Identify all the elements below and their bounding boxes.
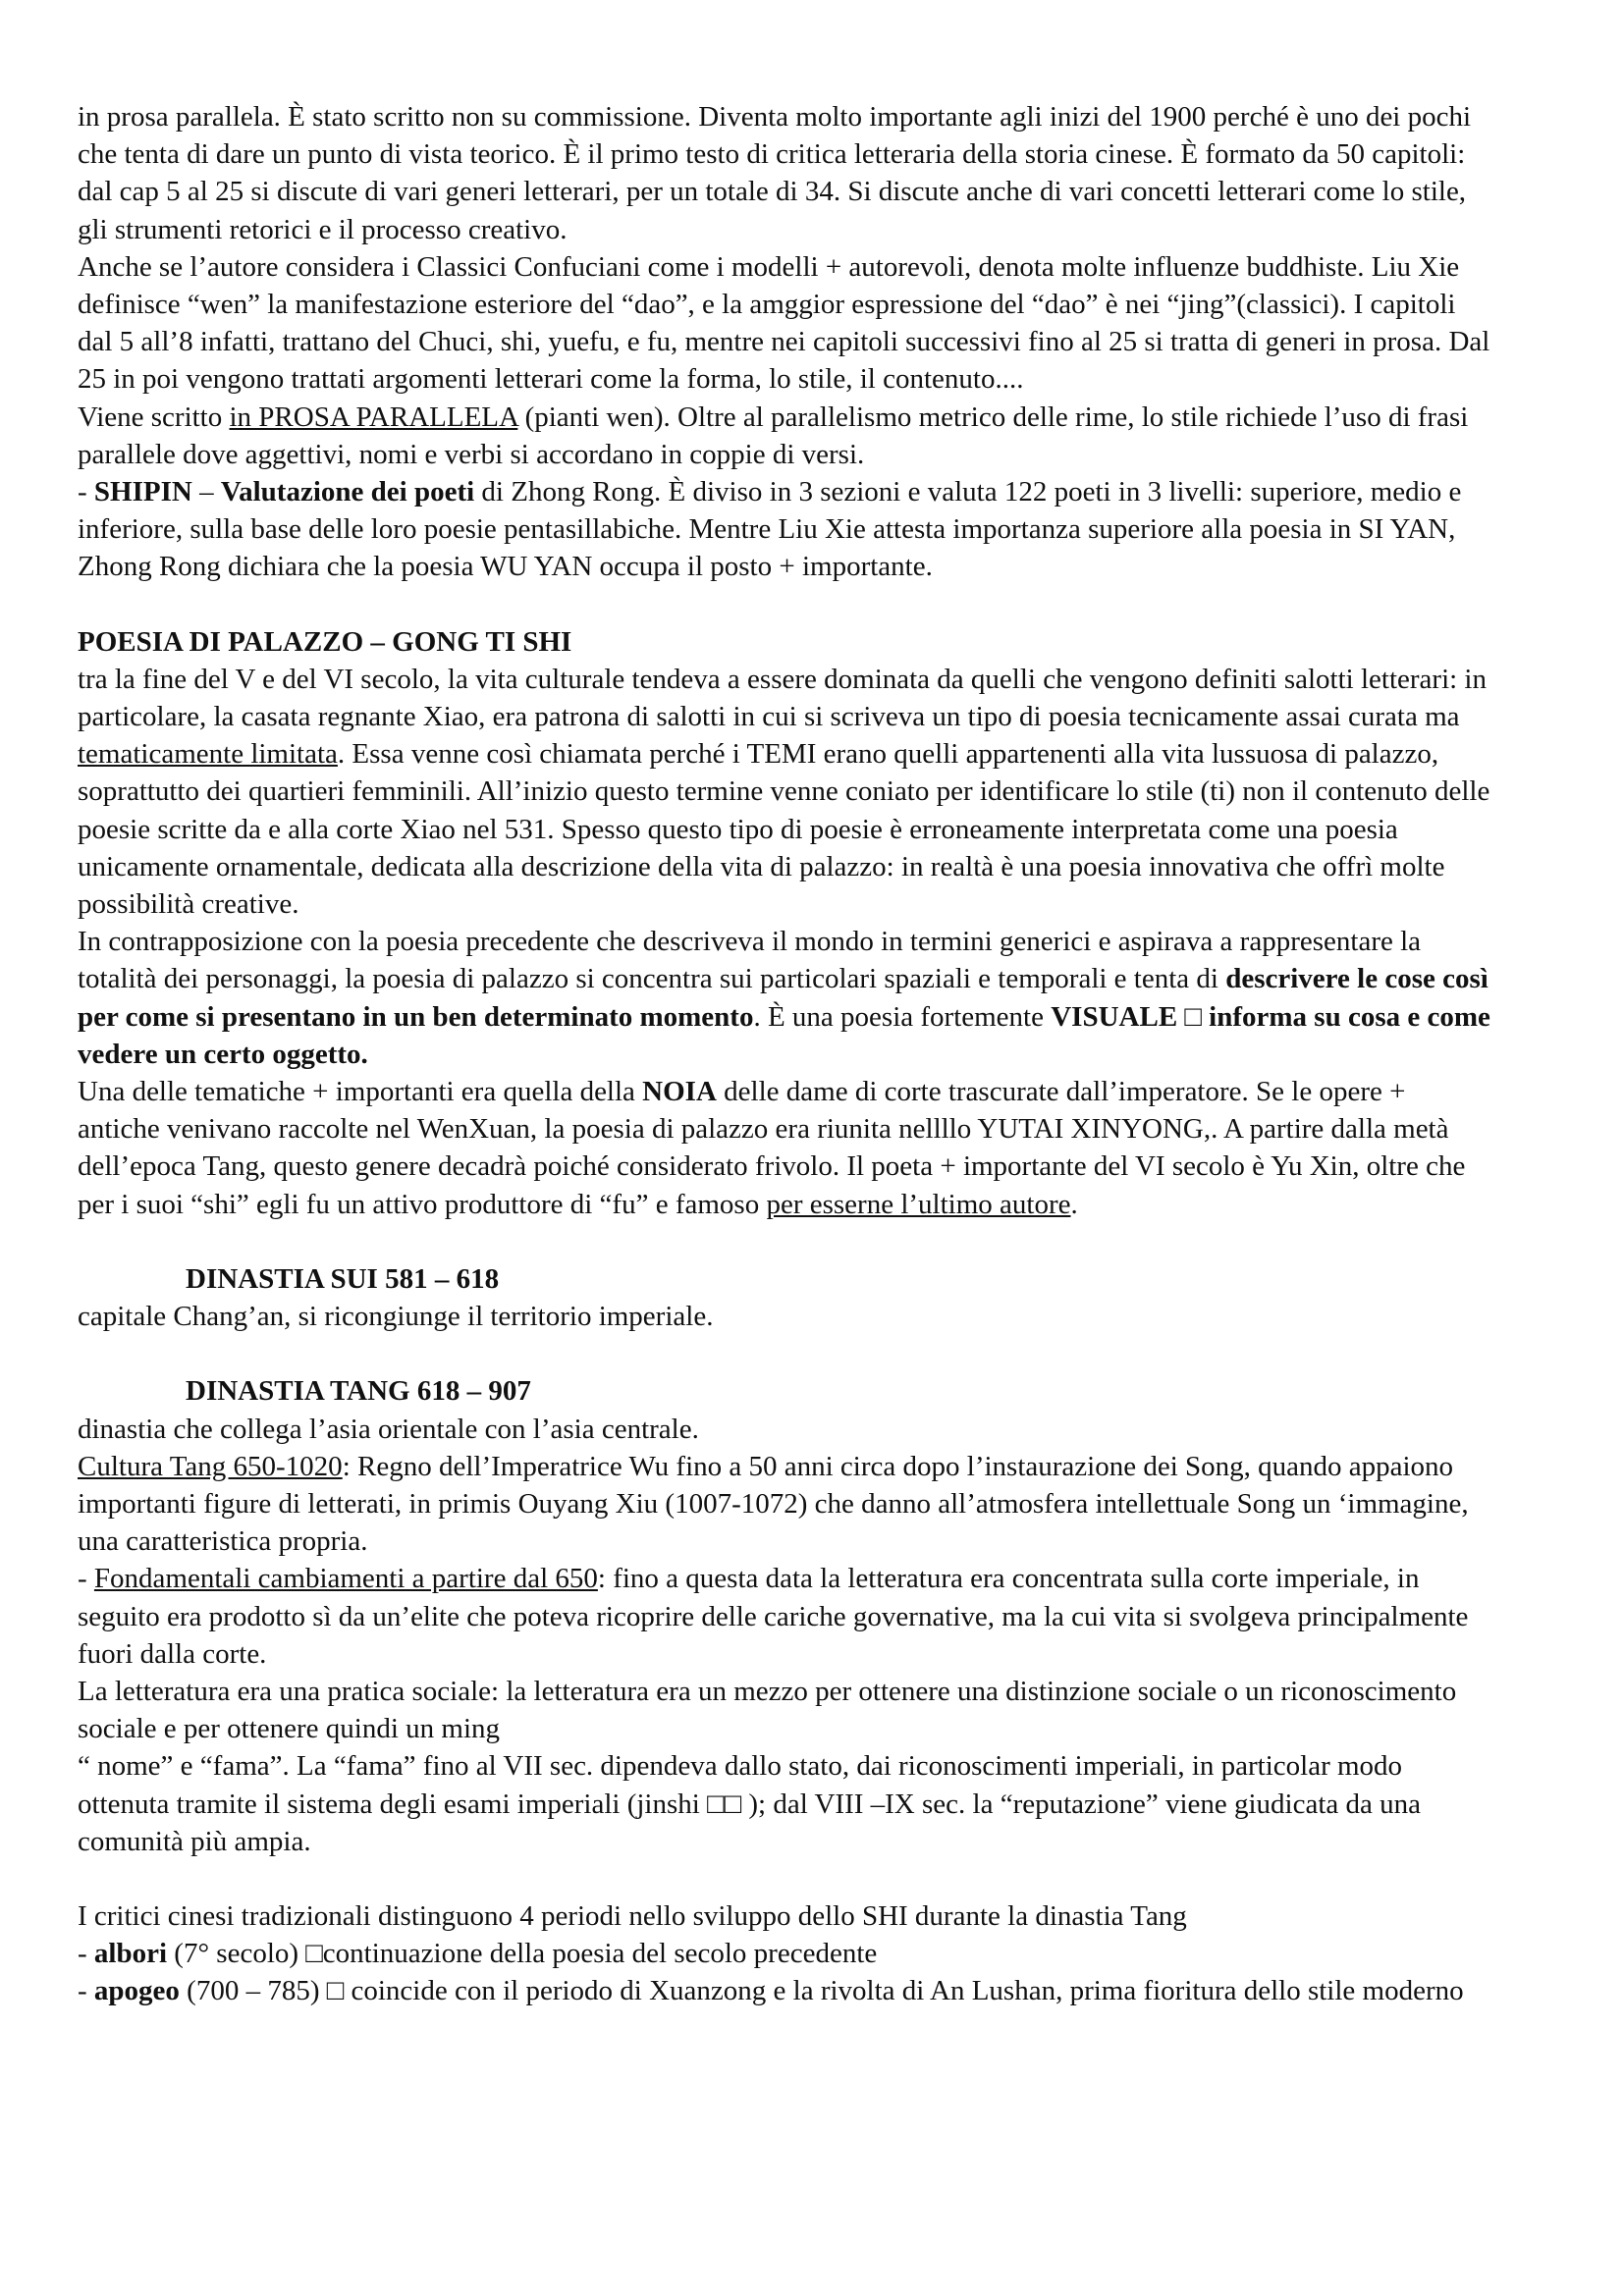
document-page xyxy=(78,98,1491,2010)
spacer xyxy=(78,586,1491,623)
bold-apogeo: apogeo xyxy=(93,1975,180,2007)
bold-noia: NOIA xyxy=(642,1076,717,1108)
paragraph-sui: capitale Chang’an, si ricongiunge il territorio imperiale. xyxy=(78,1301,714,1333)
paragraph-tang-1: dinastia che collega l’asia orientale con l’asia centrale. xyxy=(78,1413,699,1445)
underlined-ultimo-autore: per esserne l’ultimo autore xyxy=(766,1188,1071,1220)
paragraph-tang-cambiamenti: - Fondamentali cambiamenti a partire dal 650: fino a questa data la letteratura era concentrata sulla corte imperiale, in seguito era prodotto sì da un’elite che poteva ricoprire delle cariche governative, ma la cui vita si svolgeva principalmente fuori dalla corte. xyxy=(78,1563,1469,1670)
heading-poesia-di-palazzo: POESIA DI PALAZZO – GONG TI SHI xyxy=(78,625,572,658)
paragraph-tang-cultura: Cultura Tang 650-1020: Regno dell’Imperatrice Wu fino a 50 anni circa dopo l’instaurazione dei Song, quando appaiono importanti figure di letterati, in primis Ouyang Xiu (1007-1072) che danno all’atmosfera intellettuale Song un ‘immagine, una caratteristica propria. xyxy=(78,1450,1469,1558)
spacer xyxy=(78,1335,1491,1372)
paragraph-classici: Anche se l’autore considera i Classici Confuciani come i modelli + autorevoli, denota molte influenze buddhiste. Liu Xie definisce “wen” la manifestazione esteriore del “dao”, e la amggior espressione del “dao” è nei “jing”(classici). I capitoli dal 5 all’8 infatti, trattano del Chuci, shi, yuefu, e fu, mentre nei capitoli successivi fino al 25 si tratta di generi in prosa. Dal 25 in poi vengono trattati argomenti letterari come la forma, lo stile, il contenuto.... xyxy=(78,250,1490,396)
bold-albori: albori xyxy=(93,1938,168,1970)
underlined-prosa-parallela: in PROSA PARALLELA xyxy=(229,400,518,433)
bold-valutazione: Valutazione dei poeti xyxy=(220,476,475,508)
paragraph-shipin: - SHIPIN – Valutazione dei poeti di Zhong Rong. È diviso in 3 sezioni e valuta 122 poeti in 3 livelli: superiore, medio e inferiore, sulla base delle loro poesie pentasillabiche. Mentre Liu Xie attesta importanza superiore alla poesia in SI YAN, Zhong Rong dichiara che la poesia WU YAN occupa il posto + importante. xyxy=(78,476,1462,583)
paragraph-palazzo-3: Una delle tematiche + importanti era quella della NOIA delle dame di corte trascurate dall’imperatore. Se le opere + antiche venivano raccolte nel WenXuan, la poesia di palazzo era riunita nellllo YUTAI XINYONG,. A partire dalla metà dell’epoca Tang, questo genere decadrà poiché considerato frivolo. Il poeta + importante del VI secolo è Yu Xin, oltre che per i suoi “shi” egli fu un attivo produttore di “fu” e famoso per esserne l’ultimo autore. xyxy=(78,1076,1466,1220)
heading-dinastia-tang: DINASTIA TANG 618 – 907 xyxy=(186,1375,531,1408)
list-item-albori: - albori (7° secolo) □continuazione della poesia del secolo precedente xyxy=(78,1938,878,1970)
underlined-cambiamenti: Fondamentali cambiamenti a partire dal 650 xyxy=(93,1563,598,1595)
bold-descrivere: descrivere le cose così per come si presentano in un ben determinato momento xyxy=(78,963,1488,1033)
paragraph-prosa-parallela: Viene scritto in PROSA PARALLELA (pianti wen). Oltre al parallelismo metrico delle rime, lo stile richiede l’uso di frasi parallele dove aggettivi, nomi e verbi si accordano in coppie di versi. xyxy=(78,400,1469,470)
spacer xyxy=(78,1860,1491,1897)
bold-visuale: VISUALE □ informa su cosa e come vedere un certo oggetto. xyxy=(78,1000,1490,1070)
heading-dinastia-sui: DINASTIA SUI 581 – 618 xyxy=(186,1262,500,1295)
bold-shipin: SHIPIN xyxy=(93,476,192,508)
paragraph-palazzo-1: tra la fine del V e del VI secolo, la vita culturale tendeva a essere dominata da quelli che vengono definiti salotti letterari: in particolare, la casata regnante Xiao, era patrona di salotti in cui si scriveva un tipo di poesia tecnicamente assai curata ma tematicamente limitata. Essa venne così chiamata perché i TEMI erano quelli appartenenti alla vita lussuosa di palazzo, soprattutto dei quartieri femminili. All’inizio questo termine venne coniato per identificare lo stile (ti) non il contenuto delle poesie scritte da e alla corte Xiao nel 531. Spesso questo tipo di poesie è erroneamente interpretata come una poesia unicamente ornamentale, dedicata alla descrizione della vita di palazzo: in realtà è una poesia innovativa che offrì molte possibilità creative. xyxy=(78,663,1490,921)
paragraph-wen-xin: in prosa parallela. È stato scritto non su commissione. Diventa molto importante agli inizi del 1900 perché è uno dei pochi che tenta di dare un punto di vista teorico. È il primo testo di critica letteraria della storia cinese. È formato da 50 capitoli: dal cap 5 al 25 si discute di vari generi letterari, per un totale di 34. Si discute anche di vari concetti letterari come lo stile, gli strumenti retorici e il processo creativo. xyxy=(78,101,1472,245)
underlined-tematicamente: tematicamente limitata xyxy=(78,738,338,771)
spacer xyxy=(78,1223,1491,1260)
list-item-apogeo: - apogeo (700 – 785) □ coincide con il periodo di Xuanzong e la rivolta di An Lushan, prima fioritura dello stile moderno xyxy=(78,1975,1464,2007)
paragraph-palazzo-2: In contrapposizione con la poesia precedente che descriveva il mondo in termini generici e aspirava a rappresentare la totalità dei personaggi, la poesia di palazzo si concentra sui particolari spaziali e temporali e tenta di descrivere le cose così per come si presentano in un ben determinato momento. È una poesia fortemente VISUALE □ informa su cosa e come vedere un certo oggetto. xyxy=(78,926,1490,1070)
underlined-cultura-tang: Cultura Tang 650-1020 xyxy=(78,1450,343,1482)
paragraph-tang-periodi: I critici cinesi tradizionali distinguono 4 periodi nello sviluppo dello SHI durante la dinastia Tang xyxy=(78,1899,1187,1932)
paragraph-tang-fama: “ nome” e “fama”. La “fama” fino al VII sec. dipendeva dallo stato, dai riconoscimenti imperiali, in particolar modo ottenuta tramite il sistema degli esami imperiali (jinshi □□ ); dal VIII –IX sec. la “reputazione” viene giudicata da una comunità più ampia. xyxy=(78,1750,1422,1857)
paragraph-tang-pratica-sociale: La letteratura era una pratica sociale: la letteratura era un mezzo per ottenere una distinzione sociale o un riconoscimento sociale e per ottenere quindi un ming xyxy=(78,1675,1457,1745)
